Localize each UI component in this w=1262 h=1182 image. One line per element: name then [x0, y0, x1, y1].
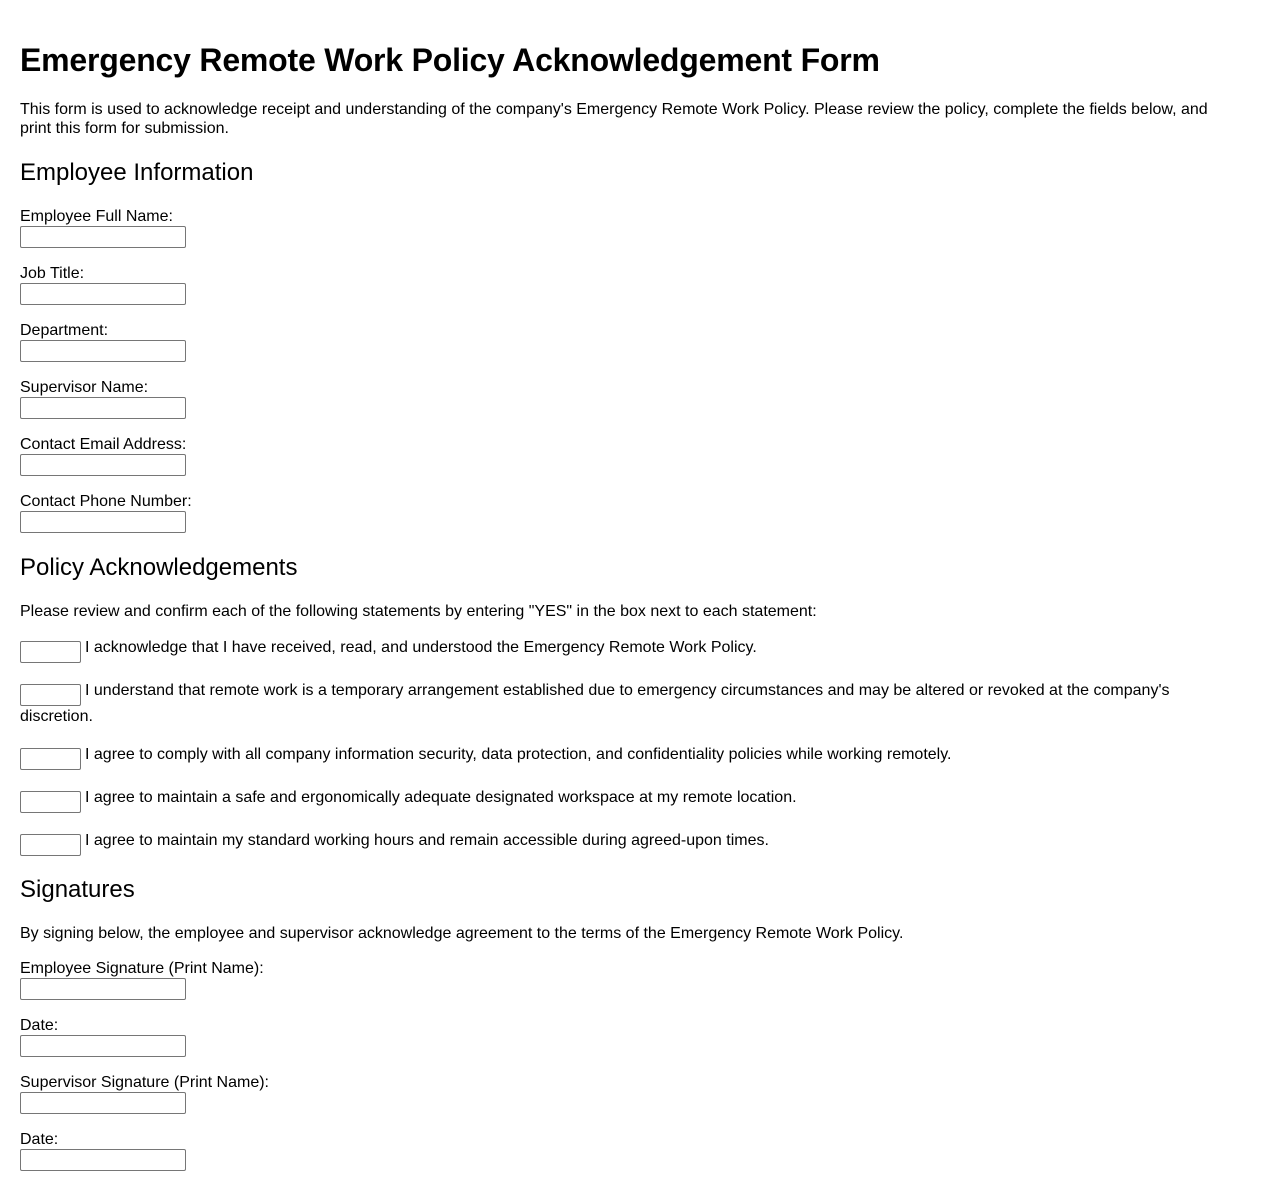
contact-email-input[interactable] [20, 454, 186, 476]
acknowledgement-input-working-hours[interactable] [20, 834, 81, 856]
acknowledgement-text-working-hours: I agree to maintain my standard working hours and remain accessible during agreed-upon times. [85, 832, 769, 849]
supervisor-date-input[interactable] [20, 1149, 186, 1171]
acknowledgement-item-temporary-arrangement [20, 680, 1242, 727]
department-input[interactable] [20, 340, 186, 362]
acknowledgement-text-safe-workspace: I agree to maintain a safe and ergonomically adequate designated workspace at my remote location. [85, 789, 797, 806]
department-field [20, 321, 1242, 362]
contact-phone-label: Contact Phone Number: [20, 493, 192, 510]
supervisor-name-label: Supervisor Name: [20, 379, 149, 396]
acknowledgement-item-security-compliance [20, 744, 1242, 770]
supervisor-signature-input[interactable] [20, 1092, 186, 1114]
supervisor-signature-label: Supervisor Signature (Print Name): [20, 1074, 269, 1091]
contact-phone-input[interactable] [20, 511, 186, 533]
employee-date-label: Date: [20, 1017, 59, 1034]
employee-date-field [20, 1016, 1242, 1057]
job-title-label: Job Title: [20, 265, 85, 282]
acknowledgement-input-received-policy[interactable] [20, 641, 81, 663]
signatures-heading: Signatures [20, 876, 135, 903]
contact-email-label: Contact Email Address: [20, 436, 187, 453]
signatures-intro: By signing below, the employee and supervisor acknowledge agreement to the terms of the Emergency Remote Work Policy. [20, 925, 904, 942]
employee-signature-input[interactable] [20, 978, 186, 1000]
acknowledgement-input-temporary-arrangement[interactable] [20, 684, 81, 706]
employee-date-input[interactable] [20, 1035, 186, 1057]
acknowledgement-text-received-policy: I acknowledge that I have received, read, and understood the Emergency Remote Work Policy. [85, 639, 757, 656]
supervisor-signature-field [20, 1073, 1242, 1114]
employee-full-name-label: Employee Full Name: [20, 208, 173, 225]
acknowledgement-input-security-compliance[interactable] [20, 748, 81, 770]
acknowledgement-text-temporary-arrangement: I understand that remote work is a temporary arrangement established due to emergency circumstances and may be altered or revoked at the company's discretion. [20, 682, 1170, 725]
job-title-input[interactable] [20, 283, 186, 305]
policy-instructions: Please review and confirm each of the following statements by entering "YES" in the box next to each statement: [20, 603, 817, 620]
acknowledgement-item-working-hours [20, 830, 1242, 856]
acknowledgement-item-safe-workspace [20, 787, 1242, 813]
employee-fields [20, 207, 1242, 533]
acknowledgement-text-security-compliance: I agree to comply with all company information security, data protection, and confidentiality policies while working remotely. [85, 746, 952, 763]
employee-full-name-field [20, 207, 1242, 248]
supervisor-name-field [20, 378, 1242, 419]
employee-full-name-input[interactable] [20, 226, 186, 248]
employee-information-section [20, 159, 1242, 533]
supervisor-date-field [20, 1130, 1242, 1171]
page-title: Emergency Remote Work Policy Acknowledgement Form [20, 42, 880, 78]
supervisor-name-input[interactable] [20, 397, 186, 419]
acknowledgement-list [20, 637, 1242, 856]
policy-acknowledgements-heading: Policy Acknowledgements [20, 554, 298, 581]
signature-fields [20, 959, 1242, 1171]
contact-phone-field [20, 492, 1242, 533]
job-title-field [20, 264, 1242, 305]
acknowledgement-input-safe-workspace[interactable] [20, 791, 81, 813]
form-intro: This form is used to acknowledge receipt and understanding of the company's Emergency Remote Work Policy. Please review the policy, complete the fields below, and print this form for submission. [20, 101, 1208, 137]
employee-signature-field [20, 959, 1242, 1000]
supervisor-date-label: Date: [20, 1131, 59, 1148]
policy-acknowledgements-section [20, 554, 1242, 856]
signatures-section [20, 876, 1242, 1171]
contact-email-field [20, 435, 1242, 476]
department-label: Department: [20, 322, 109, 339]
employee-information-heading: Employee Information [20, 159, 254, 186]
employee-signature-label: Employee Signature (Print Name): [20, 960, 264, 977]
acknowledgement-item-received-policy [20, 637, 1242, 663]
